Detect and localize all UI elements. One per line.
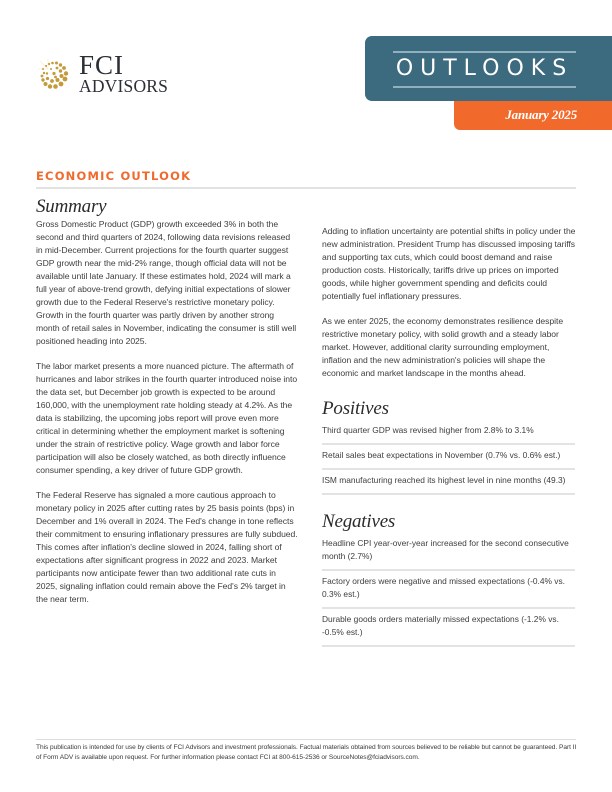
positives-section <box>322 398 576 495</box>
negatives-heading: Negatives <box>322 511 396 532</box>
negative-item: Durable goods orders materially missed expectations (-1.2% vs. -0.5% est.) <box>322 609 575 647</box>
positives-heading: Positives <box>322 398 389 419</box>
section-divider <box>36 187 576 189</box>
left-column <box>36 196 298 618</box>
summary-paragraph: Adding to inflation uncertainty are potential shifts in policy under the new administration. President Trump has discussed imposing tariffs and supporting tax cuts, which could boost demand and raise production costs. Historically, tariffs drive up prices on imported goods, while higher government spending and deficits could potentially fuel inflationary pressures. <box>322 226 576 301</box>
summary-paragraph: The Federal Reserve has signaled a more cautious approach to monetary policy in 2025 after cutting rates by 25 basis points (bps) in December and 1% overall in 2024. The Fed's change in tone reflects their commitment to ensuring inflationary pressures are fully subdued. This comes after inflation's decline slowed in 2024, falling short of expectations after significant progress in 2022 and 2023. Market participants now anticipate fewer than two additional rate cuts in 2025, signaling inflation could remain above the Fed's 2% target in the near term. <box>36 490 298 604</box>
summary-heading: Summary <box>36 196 107 217</box>
outlooks-banner <box>365 36 612 101</box>
date-tab <box>454 101 612 130</box>
logo-wordmark-fci: FCI <box>79 50 125 80</box>
positive-item: Third quarter GDP was revised higher from 2.8% to 3.1% <box>322 420 575 445</box>
negative-item: Factory orders were negative and missed expectations (-0.4% vs. 0.3% est.) <box>322 571 575 609</box>
section-label: ECONOMIC OUTLOOK <box>36 169 192 183</box>
fci-advisors-logo <box>36 52 168 96</box>
footer-divider <box>36 739 576 740</box>
banner-rule-bottom <box>393 86 576 88</box>
negative-item: Headline CPI year-over-year increased for the second consecutive month (2.7%) <box>322 533 575 571</box>
summary-paragraph: As we enter 2025, the economy demonstrates resilience despite restrictive monetary policy, with solid growth and a steady labor market. However, additional clarity surrounding employment, inflation and the new administration's policies will shape the economic and market landscape in the months ahead. <box>322 316 564 378</box>
summary-paragraph: The labor market presents a more nuanced picture. The aftermath of hurricanes and labor strikes in the fourth quarter introduced noise into the data set, but December job growth is expected to be around 160,000, with the unemployment rate holding steady at 4.2%. As the data is stabilizing, the upcoming jobs report will prove even more critical in determining whether the employment market is softening under the strain of restrictive policy. Wage growth and labor force participation will also be closely watched, as both directly influence consumer spending, a key driver of future GDP growth. <box>36 361 298 475</box>
publication-title: OUTLOOKS <box>395 56 574 81</box>
right-column <box>322 225 577 392</box>
positive-item: Retail sales beat expectations in November (0.7% vs. 0.6% est.) <box>322 445 575 470</box>
globe-burst-icon <box>36 57 70 91</box>
publication-date: January 2025 <box>505 107 577 122</box>
banner-rule-top <box>393 51 576 53</box>
negatives-section <box>322 511 576 647</box>
positive-item: ISM manufacturing reached its highest level in nine months (49.3) <box>322 470 575 495</box>
summary-paragraph: Gross Domestic Product (GDP) growth exceeded 3% in both the second and third quarters of 2024, following data revisions released in mid-December. Current projections for the fourth quarter suggest GDP growth near the mid-2% range, though official data will not be available until late January. If these estimates hold, 2024 will mark a full year of above-trend growth, defying initial expectations of slower growth due to the Federal Reserve's restrictive monetary policy. Growth in the fourth quarter was partly driven by another strong month of retail sales in November, indicating the consumer is still well positioned heading into 2025. <box>36 219 297 346</box>
footer-disclaimer: This publication is intended for use by clients of FCI Advisors and investment professionals. Factual materials obtained from sources believed to be reliable but cannot be guaranteed. Part II of Form ADV is available upon request. For further information please contact FCI at 800-615-2536 or SourceNotes@fciadvisors.com. <box>36 744 577 761</box>
logo-wordmark-advisors: ADVISORS <box>79 76 169 96</box>
